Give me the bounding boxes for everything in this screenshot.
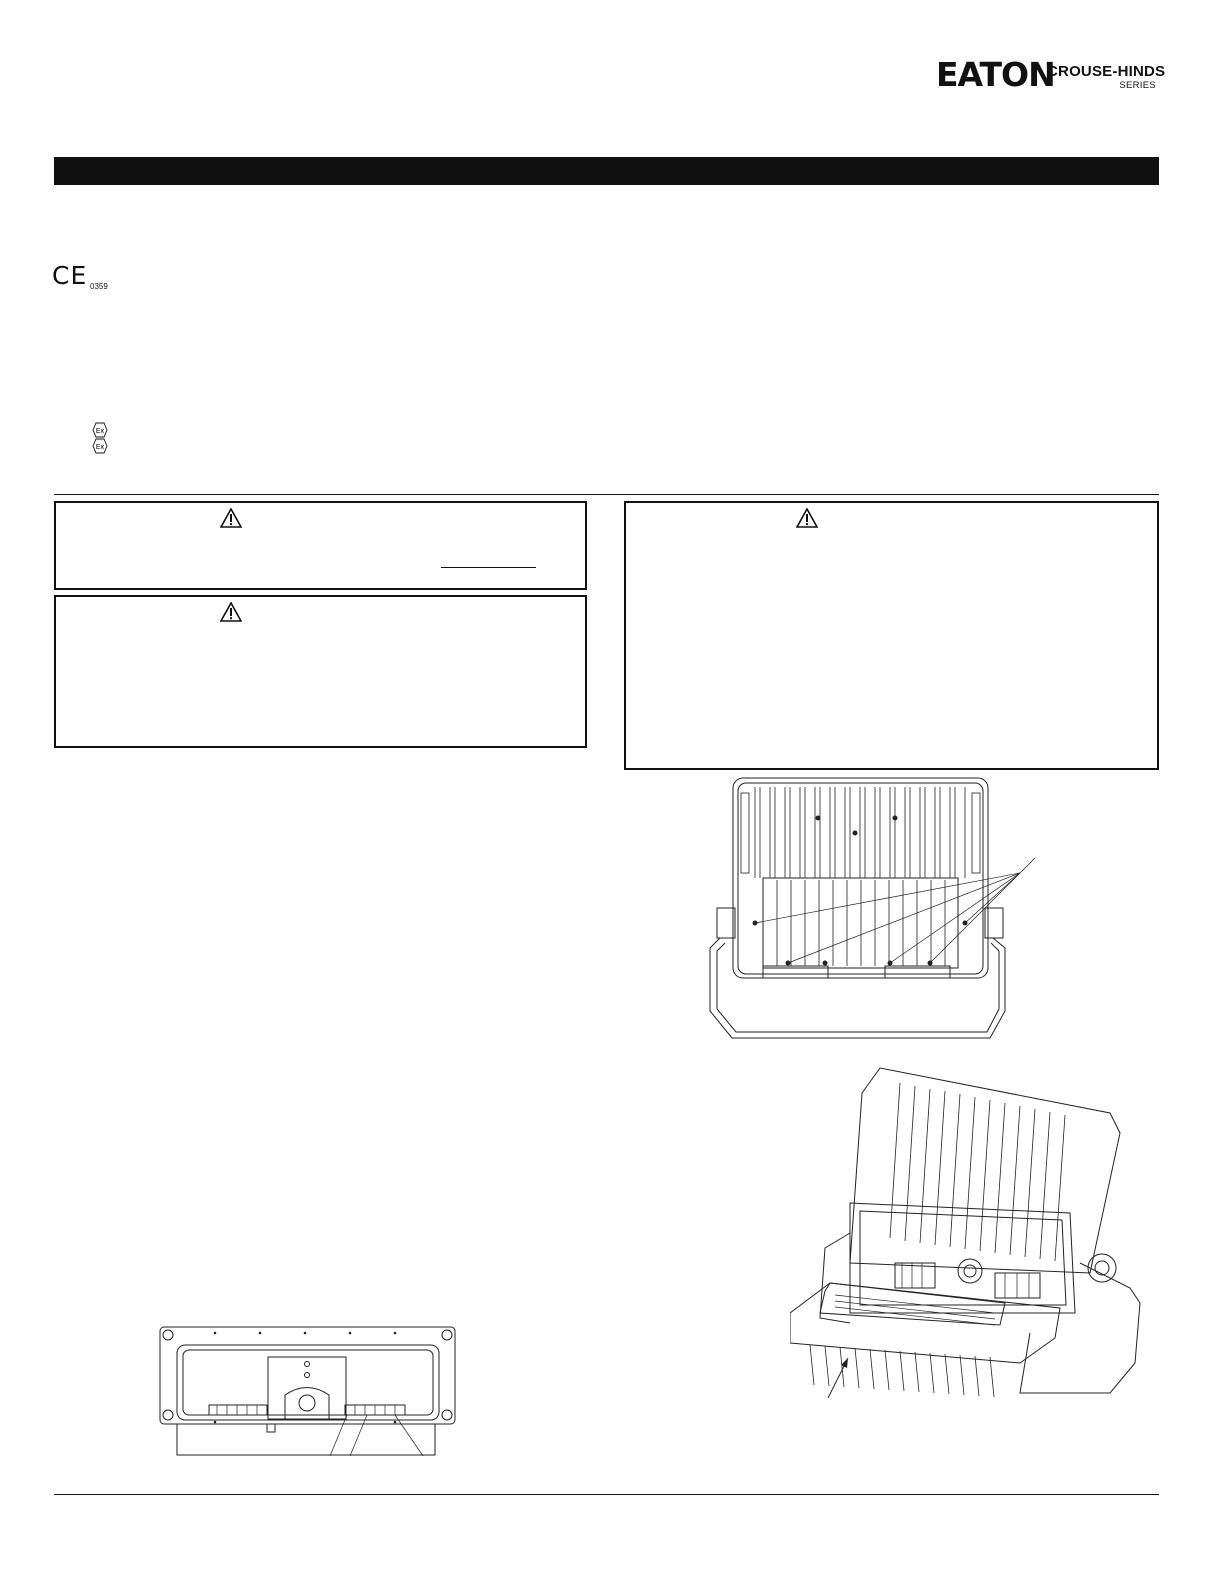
warning-box-top-left <box>54 501 587 590</box>
warning-triangle-icon <box>220 508 242 528</box>
title-bar <box>54 157 1159 185</box>
ce-letters: CE <box>52 261 88 290</box>
logo-series: SERIES <box>1119 80 1156 91</box>
rear-view-figure <box>695 773 1045 1043</box>
housing-interior-figure <box>155 1325 460 1460</box>
ex-symbol-label-2: Ex <box>95 443 105 451</box>
warning-triangle-icon <box>796 508 818 528</box>
warning-box-bottom-left <box>54 595 587 748</box>
ex-symbol-label-1: Ex <box>95 427 105 435</box>
open-housing-figure <box>790 1063 1145 1403</box>
logo-wordmark: EATON <box>936 55 1055 94</box>
underline-mark <box>441 567 536 568</box>
warning-triangle-icon <box>220 602 242 622</box>
ex-symbol-icon <box>92 422 108 438</box>
eaton-logo <box>936 55 1166 94</box>
ce-mark <box>52 262 122 294</box>
footer-divider <box>54 1494 1159 1495</box>
ex-symbol-icon <box>92 438 108 454</box>
section-divider <box>54 494 1159 495</box>
warning-box-right <box>624 501 1159 770</box>
notified-body-number: 0359 <box>90 282 108 291</box>
logo-brand: CROUSE-HINDS <box>1047 63 1166 80</box>
